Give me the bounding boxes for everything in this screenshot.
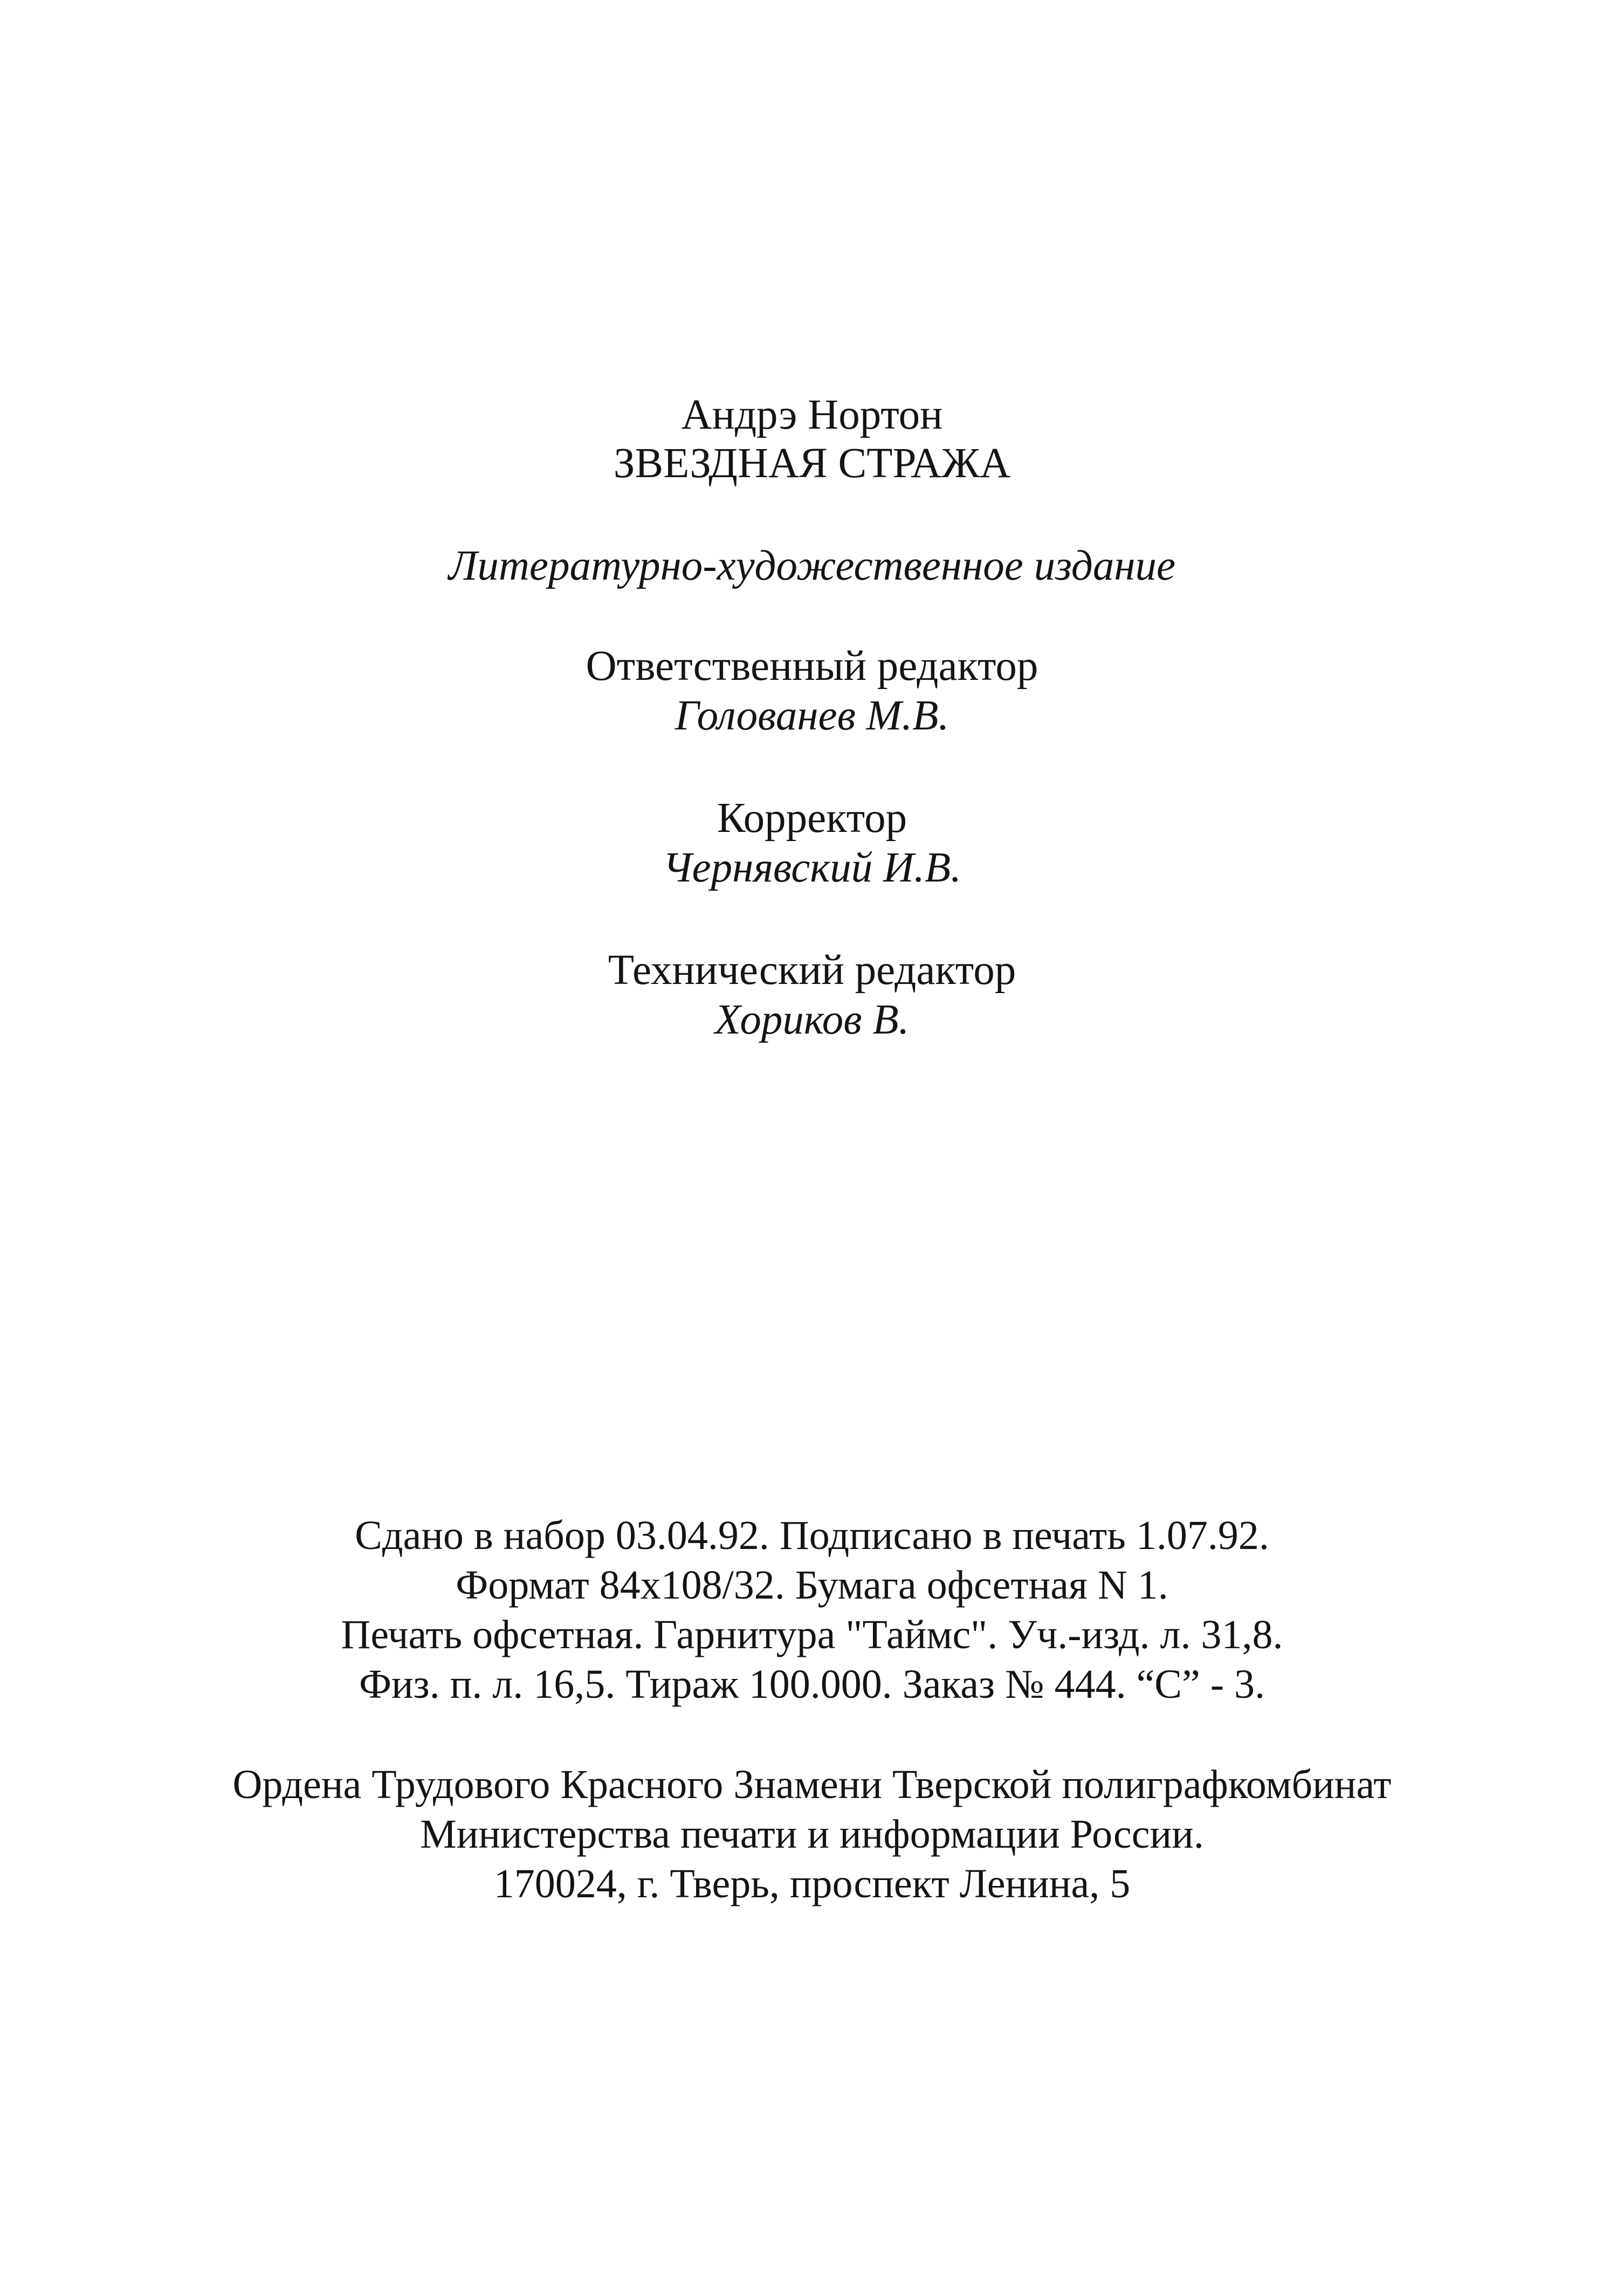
credit-role-technical-editor: Технический редактор: [608, 947, 1016, 994]
printer-line: Министерства печати и информации России.: [420, 1812, 1204, 1857]
author-name: Андрэ Нортон: [681, 391, 943, 438]
credit-role-proofreader: Корректор: [717, 795, 907, 842]
imprint-line: Печать офсетная. Гарнитура "Таймс". Уч.-изд. л. 31,8.: [341, 1612, 1283, 1657]
imprint-line: Физ. п. л. 16,5. Тираж 100.000. Заказ № 444. “С” - 3.: [359, 1662, 1265, 1707]
imprint-line: Формат 84х108/32. Бумага офсетная N 1.: [456, 1562, 1168, 1608]
imprint-line: Сдано в набор 03.04.92. Подписано в печать 1.07.92.: [355, 1513, 1269, 1558]
printer-line: 170024, г. Тверь, проспект Ленина, 5: [493, 1861, 1131, 1906]
credit-name-executive-editor: Голованев М.В.: [675, 692, 949, 739]
credit-role-executive-editor: Ответственный редактор: [586, 643, 1038, 690]
edition-type: Литературно-художественное издание: [448, 542, 1176, 589]
printer-line: Ордена Трудового Красного Знамени Тверской полиграфкомбинат: [232, 1762, 1392, 1807]
credit-name-proofreader: Чернявский И.В.: [663, 844, 961, 891]
credit-name-technical-editor: Хориков В.: [714, 996, 910, 1043]
book-title: ЗВЕЗДНАЯ СТРАЖА: [613, 440, 1011, 487]
